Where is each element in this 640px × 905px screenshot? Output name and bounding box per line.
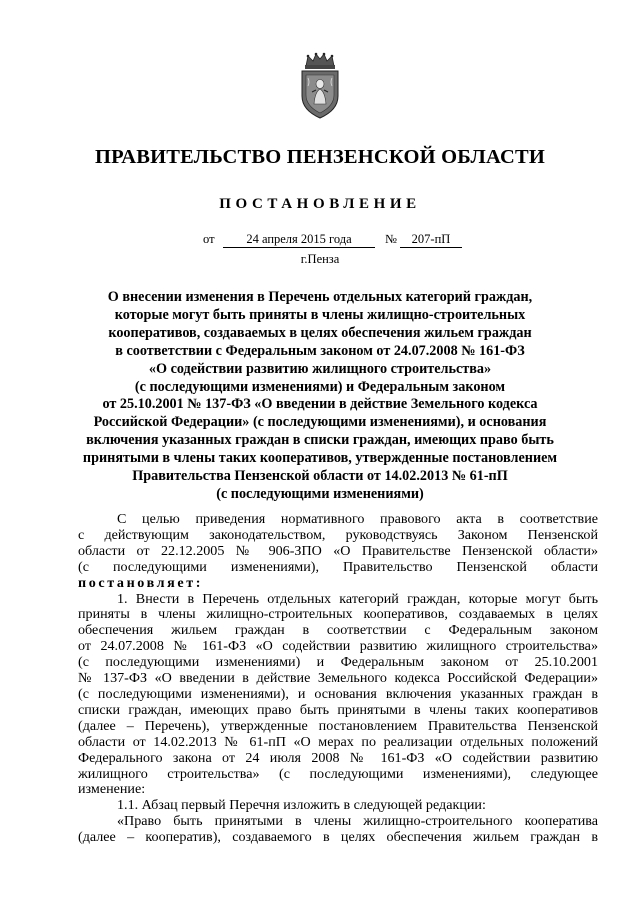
body-line: «Право быть принятыми в члены жилищно-строительного кооператива: [117, 813, 598, 830]
body-line: (с последующими изменениями), Правительство Пензенской области: [78, 558, 598, 575]
date-label: от: [203, 232, 215, 246]
body-line: (с последующими изменениями), и основания включения указанных граждан в: [78, 685, 598, 702]
number-value: 207-пП: [400, 232, 462, 248]
document-title: [80, 289, 560, 504]
city: г.Пенза: [300, 252, 340, 266]
document-body: [78, 512, 598, 846]
body-line: обеспечения жильем граждан в соответствии с Федеральным законом: [78, 622, 598, 639]
resolution-keyword: постановляет:: [78, 574, 204, 591]
title-line: которые могут быть приняты в члены жилищно-строительных: [114, 306, 526, 323]
date-value: 24 апреля 2015 года: [223, 232, 375, 248]
body-line: Федерального закона от 24 июля 2008 № 161-ФЗ «О содействии развитию: [78, 749, 598, 766]
body-line: приняты в члены жилищно-строительных кооперативов, создаваемых в целях: [78, 606, 598, 623]
body-line: области от 14.02.2013 № 61-пП «О мерах по реализации отдельных положений: [78, 733, 598, 750]
body-line: 1. Внести в Перечень отдельных категорий граждан, которые могут быть: [117, 590, 598, 607]
number-label: №: [385, 232, 397, 246]
body-line: С целью приведения нормативного правового акта в соответствие: [117, 511, 598, 527]
title-line: принятыми в члены таких кооперативов, утвержденные постановлением: [82, 450, 558, 467]
body-line: от 24.07.2008 № 161-ФЗ «О содействии развитию жилищного строительства»: [78, 638, 598, 655]
coat-of-arms-icon: [294, 52, 346, 120]
body-line: № 137-ФЗ «О введении в действие Земельного кодекса Российской Федерации»: [78, 670, 598, 687]
body-line: (далее – Перечень), утвержденные постановлением Правительства Пензенской: [78, 717, 598, 734]
body-line: с действующим законодательством, руководствуясь Законом Пензенской: [78, 526, 598, 543]
title-line: Правительства Пензенской области от 14.02.2013 № 61-пП: [132, 468, 508, 485]
body-line: списки граждан, имеющих право быть принятыми в члены таких кооперативов: [78, 701, 598, 718]
date-number-line: [203, 232, 463, 248]
title-line: Российской Федерации» (с последующими изменениями), и основания: [93, 414, 547, 431]
body-line: изменение:: [78, 781, 146, 798]
title-line: включения указанных граждан в списки граждан, имеющих право быть: [86, 432, 554, 449]
title-line: О внесении изменения в Перечень отдельных категорий граждан,: [107, 289, 533, 305]
title-line: (с последующими изменениями) и Федеральным законом: [134, 378, 506, 395]
document-type: ПОСТАНОВЛЕНИЕ: [219, 196, 421, 212]
body-line: (далее – кооператив), создаваемого в целях обеспечения жильем граждан в: [78, 829, 598, 846]
body-line: 1.1. Абзац первый Перечня изложить в следующей редакции:: [117, 797, 486, 814]
title-line: кооперативов, создаваемых в целях обеспечения жильем граждан: [108, 324, 532, 341]
body-line: жилищного строительства» (с последующими изменениями), следующее: [78, 765, 598, 782]
title-line: (с последующими изменениями): [216, 485, 424, 502]
title-line: от 25.10.2001 № 137-ФЗ «О введении в действие Земельного кодекса: [102, 396, 538, 413]
organization-title: ПРАВИТЕЛЬСТВО ПЕНЗЕНСКОЙ ОБЛАСТИ: [95, 146, 545, 168]
title-line: «О содействии развитию жилищного строительства»: [148, 360, 492, 377]
body-line: (с последующими изменениями) и Федеральным законом от 25.10.2001: [78, 654, 598, 671]
body-line: области от 22.12.2005 № 906-ЗПО «О Правительстве Пензенской области»: [78, 542, 598, 559]
title-line: в соответствии с Федеральным законом от 24.07.2008 № 161-ФЗ: [115, 342, 525, 359]
